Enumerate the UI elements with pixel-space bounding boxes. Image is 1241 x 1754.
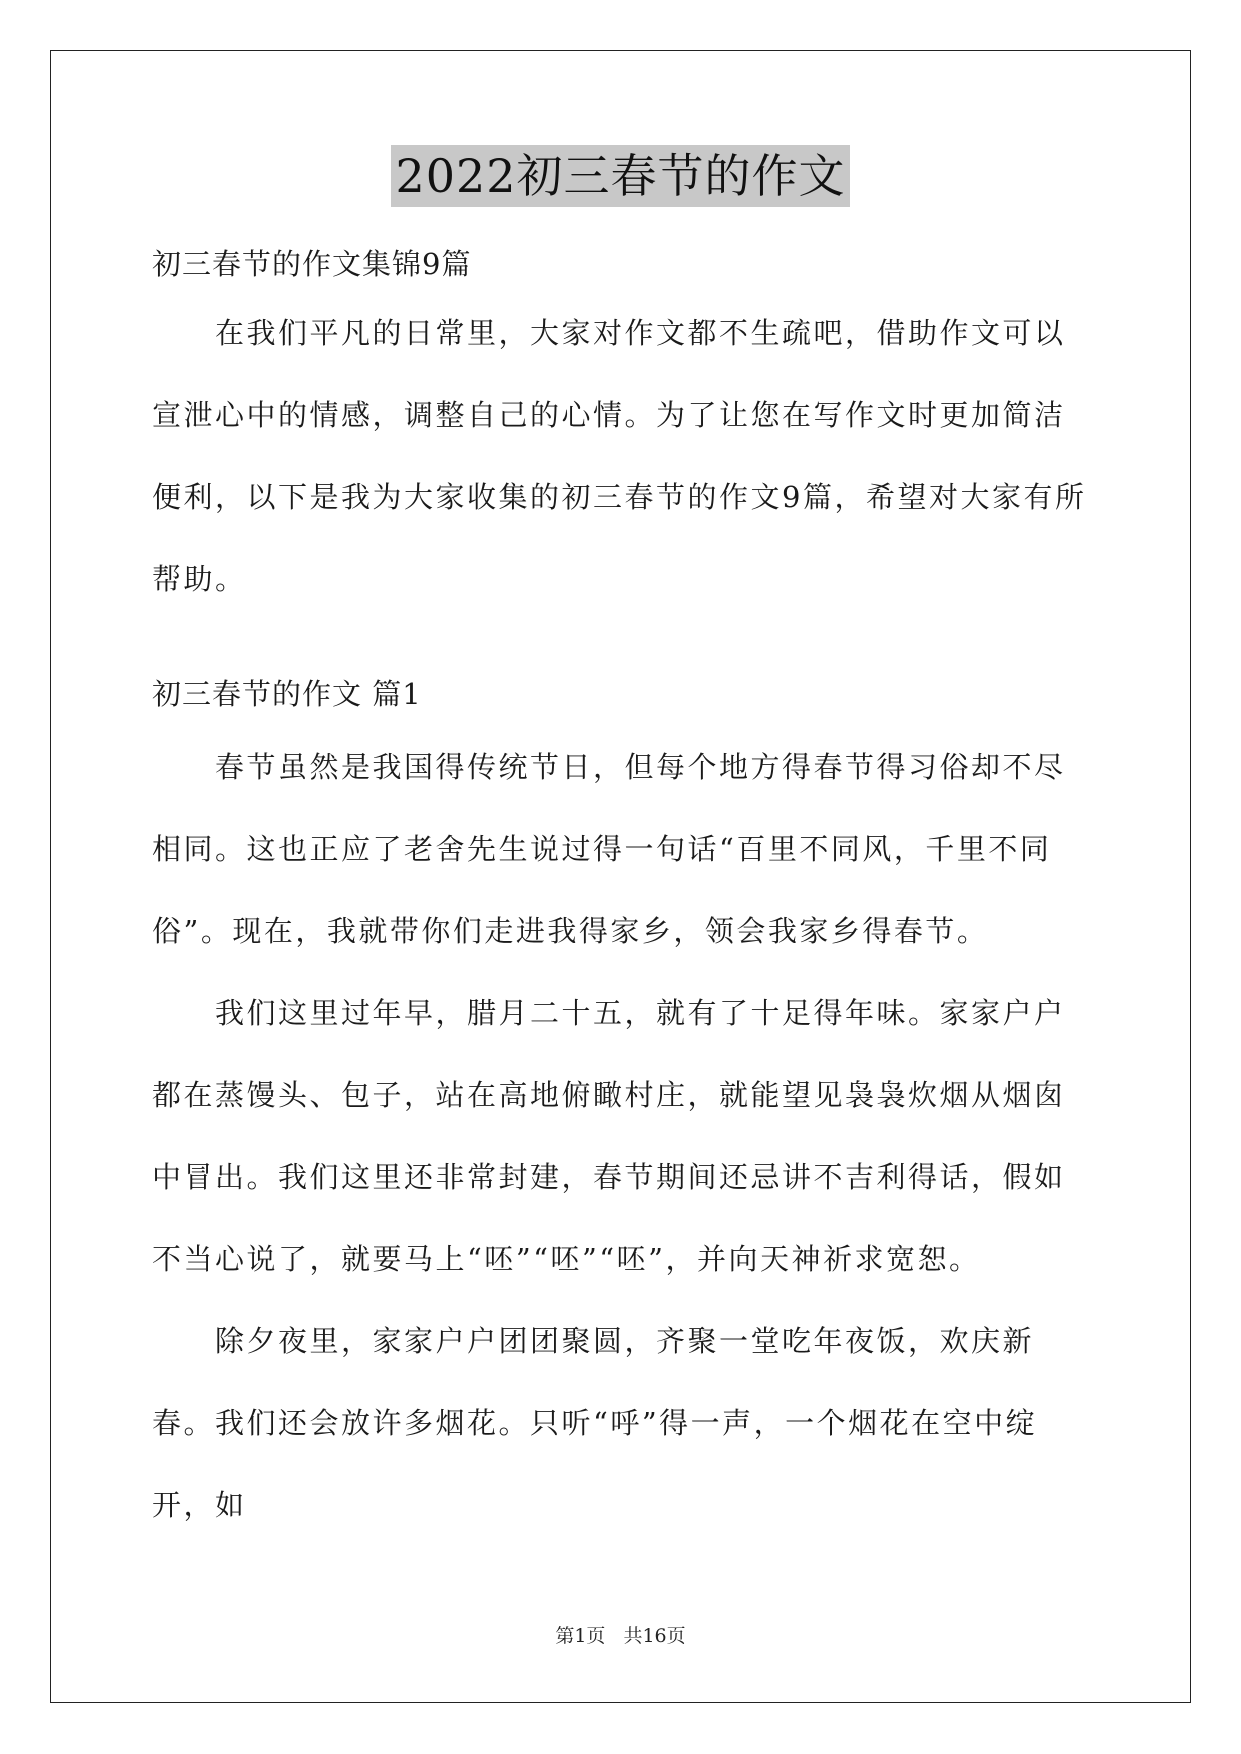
body-paragraph-3: 除夕夜里，家家户户团团聚圆，齐聚一堂吃年夜饭，欢庆新春。我们还会放许多烟花。只听“呼”得一声，一个烟花在空中绽开，如	[152, 1324, 1038, 1522]
document-subtitle: 初三春节的作文集锦9篇	[152, 247, 472, 281]
section-heading: 初三春节的作文 篇1	[152, 677, 422, 711]
document-title: 2022初三春节的作文	[391, 145, 849, 207]
page-number: 第1页	[555, 1625, 606, 1647]
intro-paragraph: 在我们平凡的日常里，大家对作文都不生疏吧，借助作文可以宣泄心中的情感，调整自己的心情。为了让您在写作文时更加简洁便利，以下是我为大家收集的初三春节的作文9篇，希望对大家有所帮助。	[152, 316, 1087, 596]
body-paragraph-2: 我们这里过年早，腊月二十五，就有了十足得年味。家家户户都在蒸馒头、包子，站在高地俯瞰村庄，就能望见袅袅炊烟从烟囱中冒出。我们这里还非常封建，春节期间还忌讲不吉利得话，假如不当心说了，就要马上“呸”“呸”“呸”，并向天神祈求宽恕。	[152, 996, 1066, 1276]
page-total: 共16页	[623, 1625, 686, 1647]
page-footer	[0, 1621, 1241, 1648]
body-paragraph-1: 春节虽然是我国得传统节日，但每个地方得春节得习俗却不尽相同。这也正应了老舍先生说过得一句话“百里不同风，千里不同俗”。现在，我就带你们走进我得家乡，领会我家乡得春节。	[152, 750, 1066, 948]
title-container	[0, 145, 1241, 207]
